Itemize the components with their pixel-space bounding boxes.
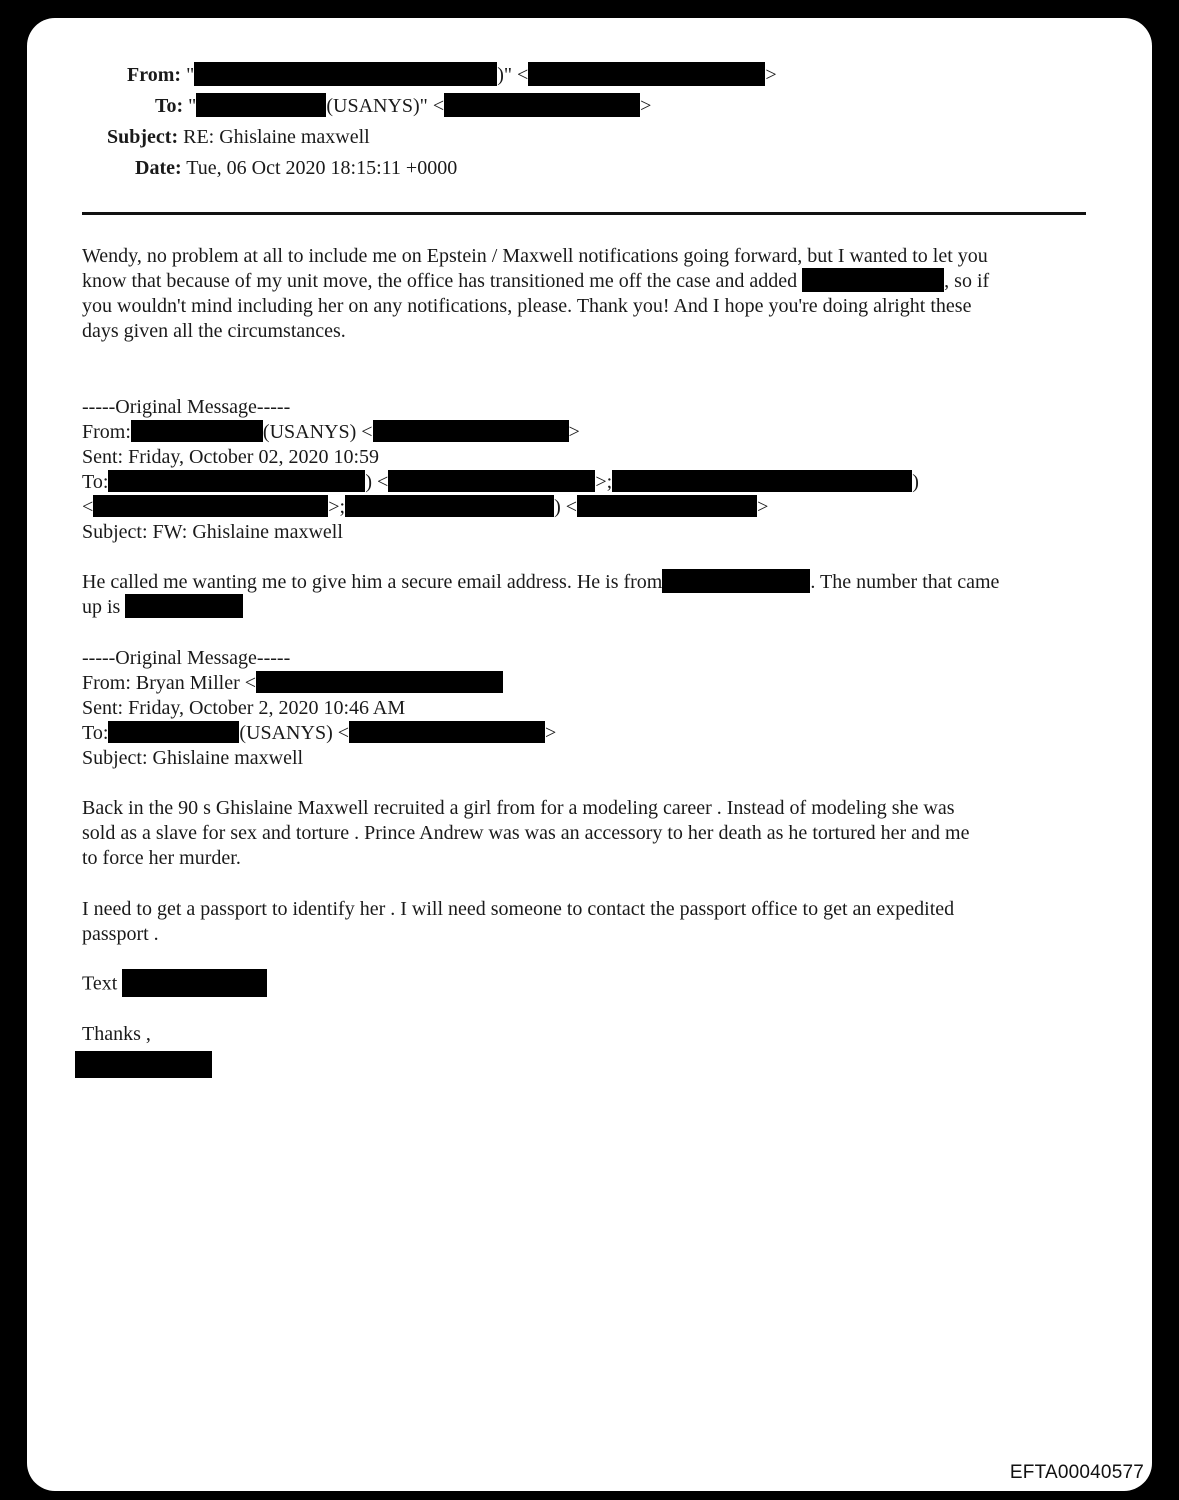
body-text: . The number that came [810,571,1000,593]
orig2-to-end: > [545,722,557,744]
orig1-from-row [82,420,580,445]
header-date-label: Date: [135,157,182,179]
redaction-bar [577,495,757,517]
redaction-bar [349,721,545,743]
redaction-bar [444,93,640,117]
orig1-to-sep: < [82,496,94,518]
orig1-to-end: ) [912,471,919,493]
orig1-to-sep: ) < [365,471,389,493]
header-subject-row [107,125,370,150]
body-text: up is [82,596,121,618]
header-subject-value: RE: Ghislaine maxwell [183,126,370,148]
orig1-to-sep: >; [595,471,613,493]
redaction-bar [388,470,595,492]
redaction-bar [373,420,569,442]
text-label: Text [82,972,118,995]
header-to-quote: " [188,95,197,117]
document-id: EFTA00040577 [1009,1462,1144,1483]
redaction-bar [108,470,365,492]
redaction-bar [528,62,765,86]
redaction-bar [196,93,326,117]
orig1-to-row [82,470,919,495]
orig2-thanks: Thanks , [82,1023,151,1045]
orig2-subject: Subject: Ghislaine maxwell [82,747,304,769]
orig2-from-label: From: Bryan Miller < [82,672,257,694]
redaction-bar [131,420,263,442]
orig1-to-end: > [757,496,769,518]
orig2-to-label: To: [82,722,109,744]
header-to-label: To: [155,95,184,117]
header-to-row [155,94,651,119]
document-page [27,18,1152,1491]
body-text: know that because of my unit move, the office has transitioned me off the case and added [82,270,798,292]
redaction-bar [612,470,912,492]
orig1-to-sep: >; [328,496,346,518]
body-line: days given all the circumstances. [82,320,346,342]
orig2-body-line: to force her murder. [82,847,241,869]
orig1-to-label: To: [82,471,109,493]
header-from-label: From: [127,64,182,86]
redaction-bar [662,569,810,593]
header-divider [82,212,1086,215]
body-line [82,269,989,294]
body-line: you wouldn't mind including her on any notifications, please. Thank you! And I hope you're doing alright these [82,295,972,317]
redaction-bar [122,969,267,997]
original-message-marker: -----Original Message----- [82,647,291,669]
header-to-sep: (USANYS)" < [326,95,445,117]
orig1-from-end: > [568,421,580,443]
orig2-to-sep: (USANYS) < [239,722,350,744]
header-from-row [127,63,777,88]
orig2-to-row [82,721,556,746]
orig2-body-line: passport . [82,923,159,945]
header-from-quote: " [186,64,195,86]
redaction-bar [256,671,503,693]
orig1-sent: Sent: Friday, October 02, 2020 10:59 [82,446,380,468]
header-to-end: > [640,95,652,117]
redaction-bar [125,594,243,618]
header-date-value: Tue, 06 Oct 2020 18:15:11 +0000 [186,157,458,179]
orig2-sent: Sent: Friday, October 2, 2020 10:46 AM [82,697,406,719]
original-message-marker: -----Original Message----- [82,396,291,418]
redaction-bar [93,495,328,517]
redaction-bar [802,268,944,292]
orig1-subject: Subject: FW: Ghislaine maxwell [82,521,343,543]
orig1-from-sep: (USANYS) < [262,421,373,443]
orig2-body-line: Back in the 90 s Ghislaine Maxwell recruited a girl from for a modeling career . Instead of modeling she was [82,797,955,819]
body-line: Wendy, no problem at all to include me on Epstein / Maxwell notifications going forward, but I wanted to let you [82,245,988,267]
header-from-end: > [765,64,777,86]
header-subject-label: Subject: [107,126,179,148]
orig1-to-sep: ) < [554,496,578,518]
body-text: , so if [944,270,990,292]
redaction-bar [194,62,497,86]
orig2-from-row [82,671,503,696]
orig2-body-line: I need to get a passport to identify her . I will need someone to contact the passport office to get an expedited [82,898,955,920]
orig1-body-line [82,595,243,620]
orig1-to-row-2 [82,495,768,520]
header-date-row [135,156,457,181]
body-text: He called me wanting me to give him a secure email address. He is from [82,571,663,593]
email-document [27,18,1152,1491]
redaction-bar [108,721,239,743]
orig1-body-line [82,570,999,595]
signature-redaction [75,1051,212,1078]
orig2-text-row [82,971,267,999]
redaction-bar [345,495,554,517]
orig2-body-line: sold as a slave for sex and torture . Prince Andrew was was an accessory to her death as he tortured her and me [82,822,970,844]
orig1-from-label: From: [82,421,131,443]
header-from-sep: )" < [497,64,529,86]
